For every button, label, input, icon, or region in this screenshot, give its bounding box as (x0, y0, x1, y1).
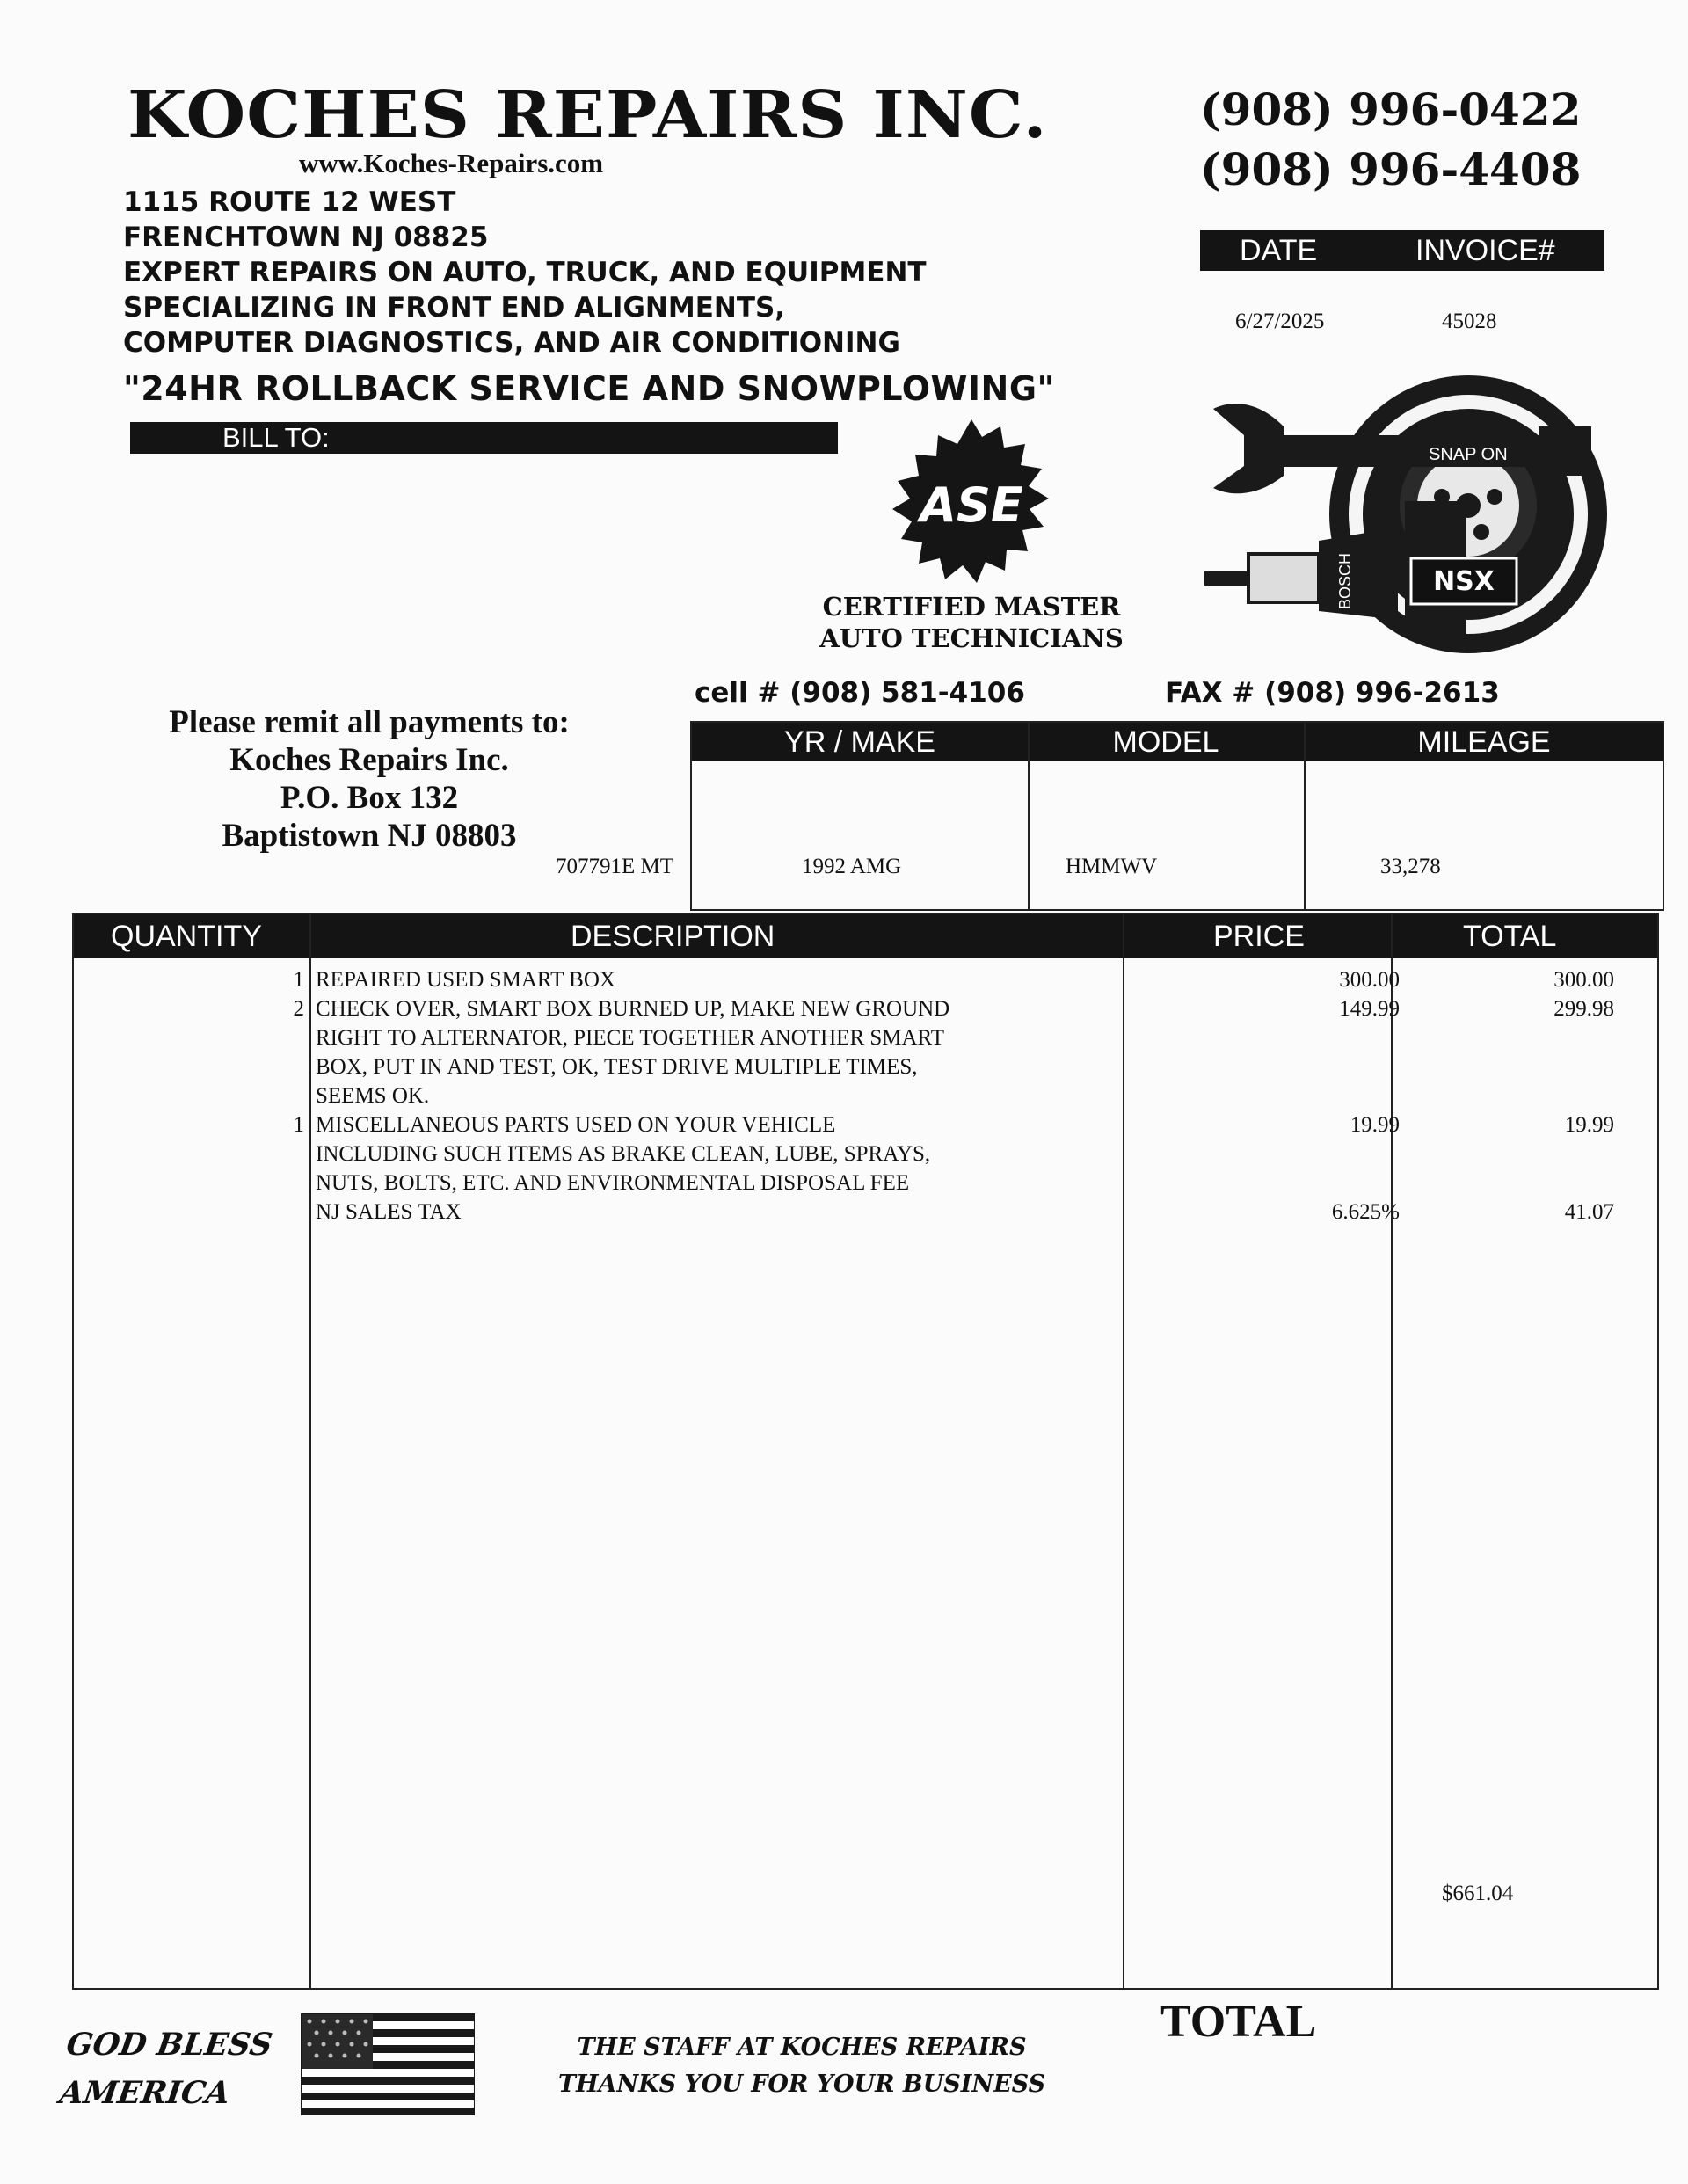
item-desc (316, 965, 1160, 994)
date-invoice-header (1200, 230, 1604, 271)
item-desc (316, 994, 1160, 1110)
remit-line-4: Baptistown NJ 08803 (222, 818, 517, 854)
address-line-1: 1115 ROUTE 12 WEST (123, 186, 456, 218)
item-desc-line: NJ SALES TAX (316, 1200, 462, 1224)
item-total: 299.98 (1553, 997, 1614, 1021)
remit-line-3: P.O. Box 132 (280, 780, 459, 816)
item-desc-line: MISCELLANEOUS PARTS USED ON YOUR VEHICLE (316, 1113, 836, 1137)
company-website: www.Koches-Repairs.com (299, 148, 604, 178)
item-price: 6.625% (1331, 1200, 1400, 1224)
phone-2: (908) 996-4408 (1200, 143, 1582, 195)
god-bless-america (56, 2020, 275, 2117)
item-desc (316, 1198, 1160, 1227)
item-desc-line: SEEMS OK. (316, 1084, 430, 1108)
spark-plug-icon (1204, 528, 1398, 620)
vehicle-table (690, 721, 1664, 911)
address-line-2: FRENCHTOWN NJ 08825 (123, 222, 489, 253)
vehicle-col-divider (1028, 723, 1030, 909)
item-price: 300.00 (1339, 968, 1400, 992)
item-desc (316, 1110, 1160, 1198)
item-total: 300.00 (1553, 968, 1614, 992)
vehicle-yr-make: 1992 AMG (802, 855, 902, 878)
thanks-line-2: THANKS YOU FOR YOUR BUSINESS (557, 2071, 1046, 2098)
line-items-table (72, 913, 1659, 1990)
item-desc-line: CHECK OVER, SMART BOX BURNED UP, MAKE NEW GROUND (316, 997, 950, 1021)
item-desc-line: REPAIRED USED SMART BOX (316, 968, 615, 992)
model-label: MODEL (1112, 725, 1219, 759)
date-label: DATE (1240, 234, 1318, 267)
vehicle-model: HMMWV (1066, 855, 1158, 878)
cell-number: cell # (908) 581-4106 (695, 677, 1025, 709)
snapon-text: SNAP ON (1429, 445, 1508, 464)
phone-1: (908) 996-0422 (1200, 84, 1582, 135)
yr-make-label: YR / MAKE (784, 725, 935, 759)
vehicle-vin: 707791E MT (556, 855, 674, 878)
price-header: PRICE (1213, 920, 1305, 953)
vehicle-header (692, 723, 1663, 761)
item-qty: 2 (293, 997, 304, 1021)
nsx-text: NSX (1433, 566, 1495, 597)
remit-line-2: Koches Repairs Inc. (229, 742, 509, 778)
thank-you-message (538, 2029, 1066, 2103)
fax-number: FAX # (908) 996-2613 (1165, 677, 1500, 709)
slogan: "24HR ROLLBACK SERVICE AND SNOWPLOWING" (123, 369, 1055, 408)
item-price: 19.99 (1350, 1113, 1400, 1137)
grand-total-value: $661.04 (1442, 1882, 1514, 1905)
tagline-2: SPECIALIZING IN FRONT END ALIGNMENTS, (123, 292, 786, 324)
tagline-1: EXPERT REPAIRS ON AUTO, TRUCK, AND EQUIPMENT (123, 257, 927, 288)
item-qty: 1 (293, 968, 304, 992)
item-desc-line: INCLUDING SUCH ITEMS AS BRAKE CLEAN, LUBE, SPRAYS, (316, 1142, 931, 1166)
invoice-date: 6/27/2025 (1235, 309, 1325, 333)
item-desc-line: NUTS, BOLTS, ETC. AND ENVIRONMENTAL DISPOSAL FEE (316, 1171, 910, 1195)
ase-badge-icon (884, 418, 1059, 593)
snapon-logo-graphic (1196, 374, 1609, 664)
vehicle-mileage: 33,278 (1380, 855, 1441, 878)
thanks-line-1: THE STAFF AT KOCHES REPAIRS (577, 2034, 1027, 2061)
remit-line-1: Please remit all payments to: (169, 704, 570, 740)
us-flag-icon (301, 2013, 475, 2115)
item-total: 19.99 (1564, 1113, 1614, 1137)
bill-to-bar: BILL TO: (130, 422, 838, 454)
god-bless-line-1: GOD BLESS (63, 2027, 275, 2063)
bosch-text: BOSCH (1336, 552, 1354, 609)
items-col-divider (1391, 914, 1393, 1988)
item-total: 41.07 (1564, 1200, 1614, 1224)
tagline-3: COMPUTER DIAGNOSTICS, AND AIR CONDITIONING (123, 327, 900, 359)
description-header: DESCRIPTION (571, 920, 775, 953)
ase-badge-text: ASE (920, 477, 1023, 533)
cert-line-2: AUTO TECHNICIANS (819, 623, 1124, 653)
mileage-label: MILEAGE (1417, 725, 1551, 759)
quantity-header: QUANTITY (111, 920, 262, 953)
item-desc-line: RIGHT TO ALTERNATOR, PIECE TOGETHER ANOTHER SMART (316, 1026, 945, 1050)
item-qty: 1 (293, 1113, 304, 1137)
company-address (123, 185, 927, 360)
god-bless-line-2: AMERICA (57, 2075, 233, 2111)
vehicle-col-divider (1304, 723, 1306, 909)
invoice-number: 45028 (1442, 309, 1497, 333)
certified-text (813, 591, 1130, 654)
invoice-label: INVOICE# (1415, 234, 1555, 267)
total-label: TOTAL (1160, 1997, 1317, 2047)
item-desc-line: BOX, PUT IN AND TEST, OK, TEST DRIVE MULTIPLE TIMES, (316, 1055, 918, 1079)
item-price: 149.99 (1339, 997, 1400, 1021)
cert-line-1: CERTIFIED MASTER (822, 592, 1121, 622)
items-col-divider (309, 914, 311, 1988)
company-name: KOCHES REPAIRS INC. (127, 77, 1048, 153)
items-header (74, 914, 1657, 958)
remit-block (79, 703, 659, 855)
total-header: TOTAL (1463, 920, 1557, 953)
